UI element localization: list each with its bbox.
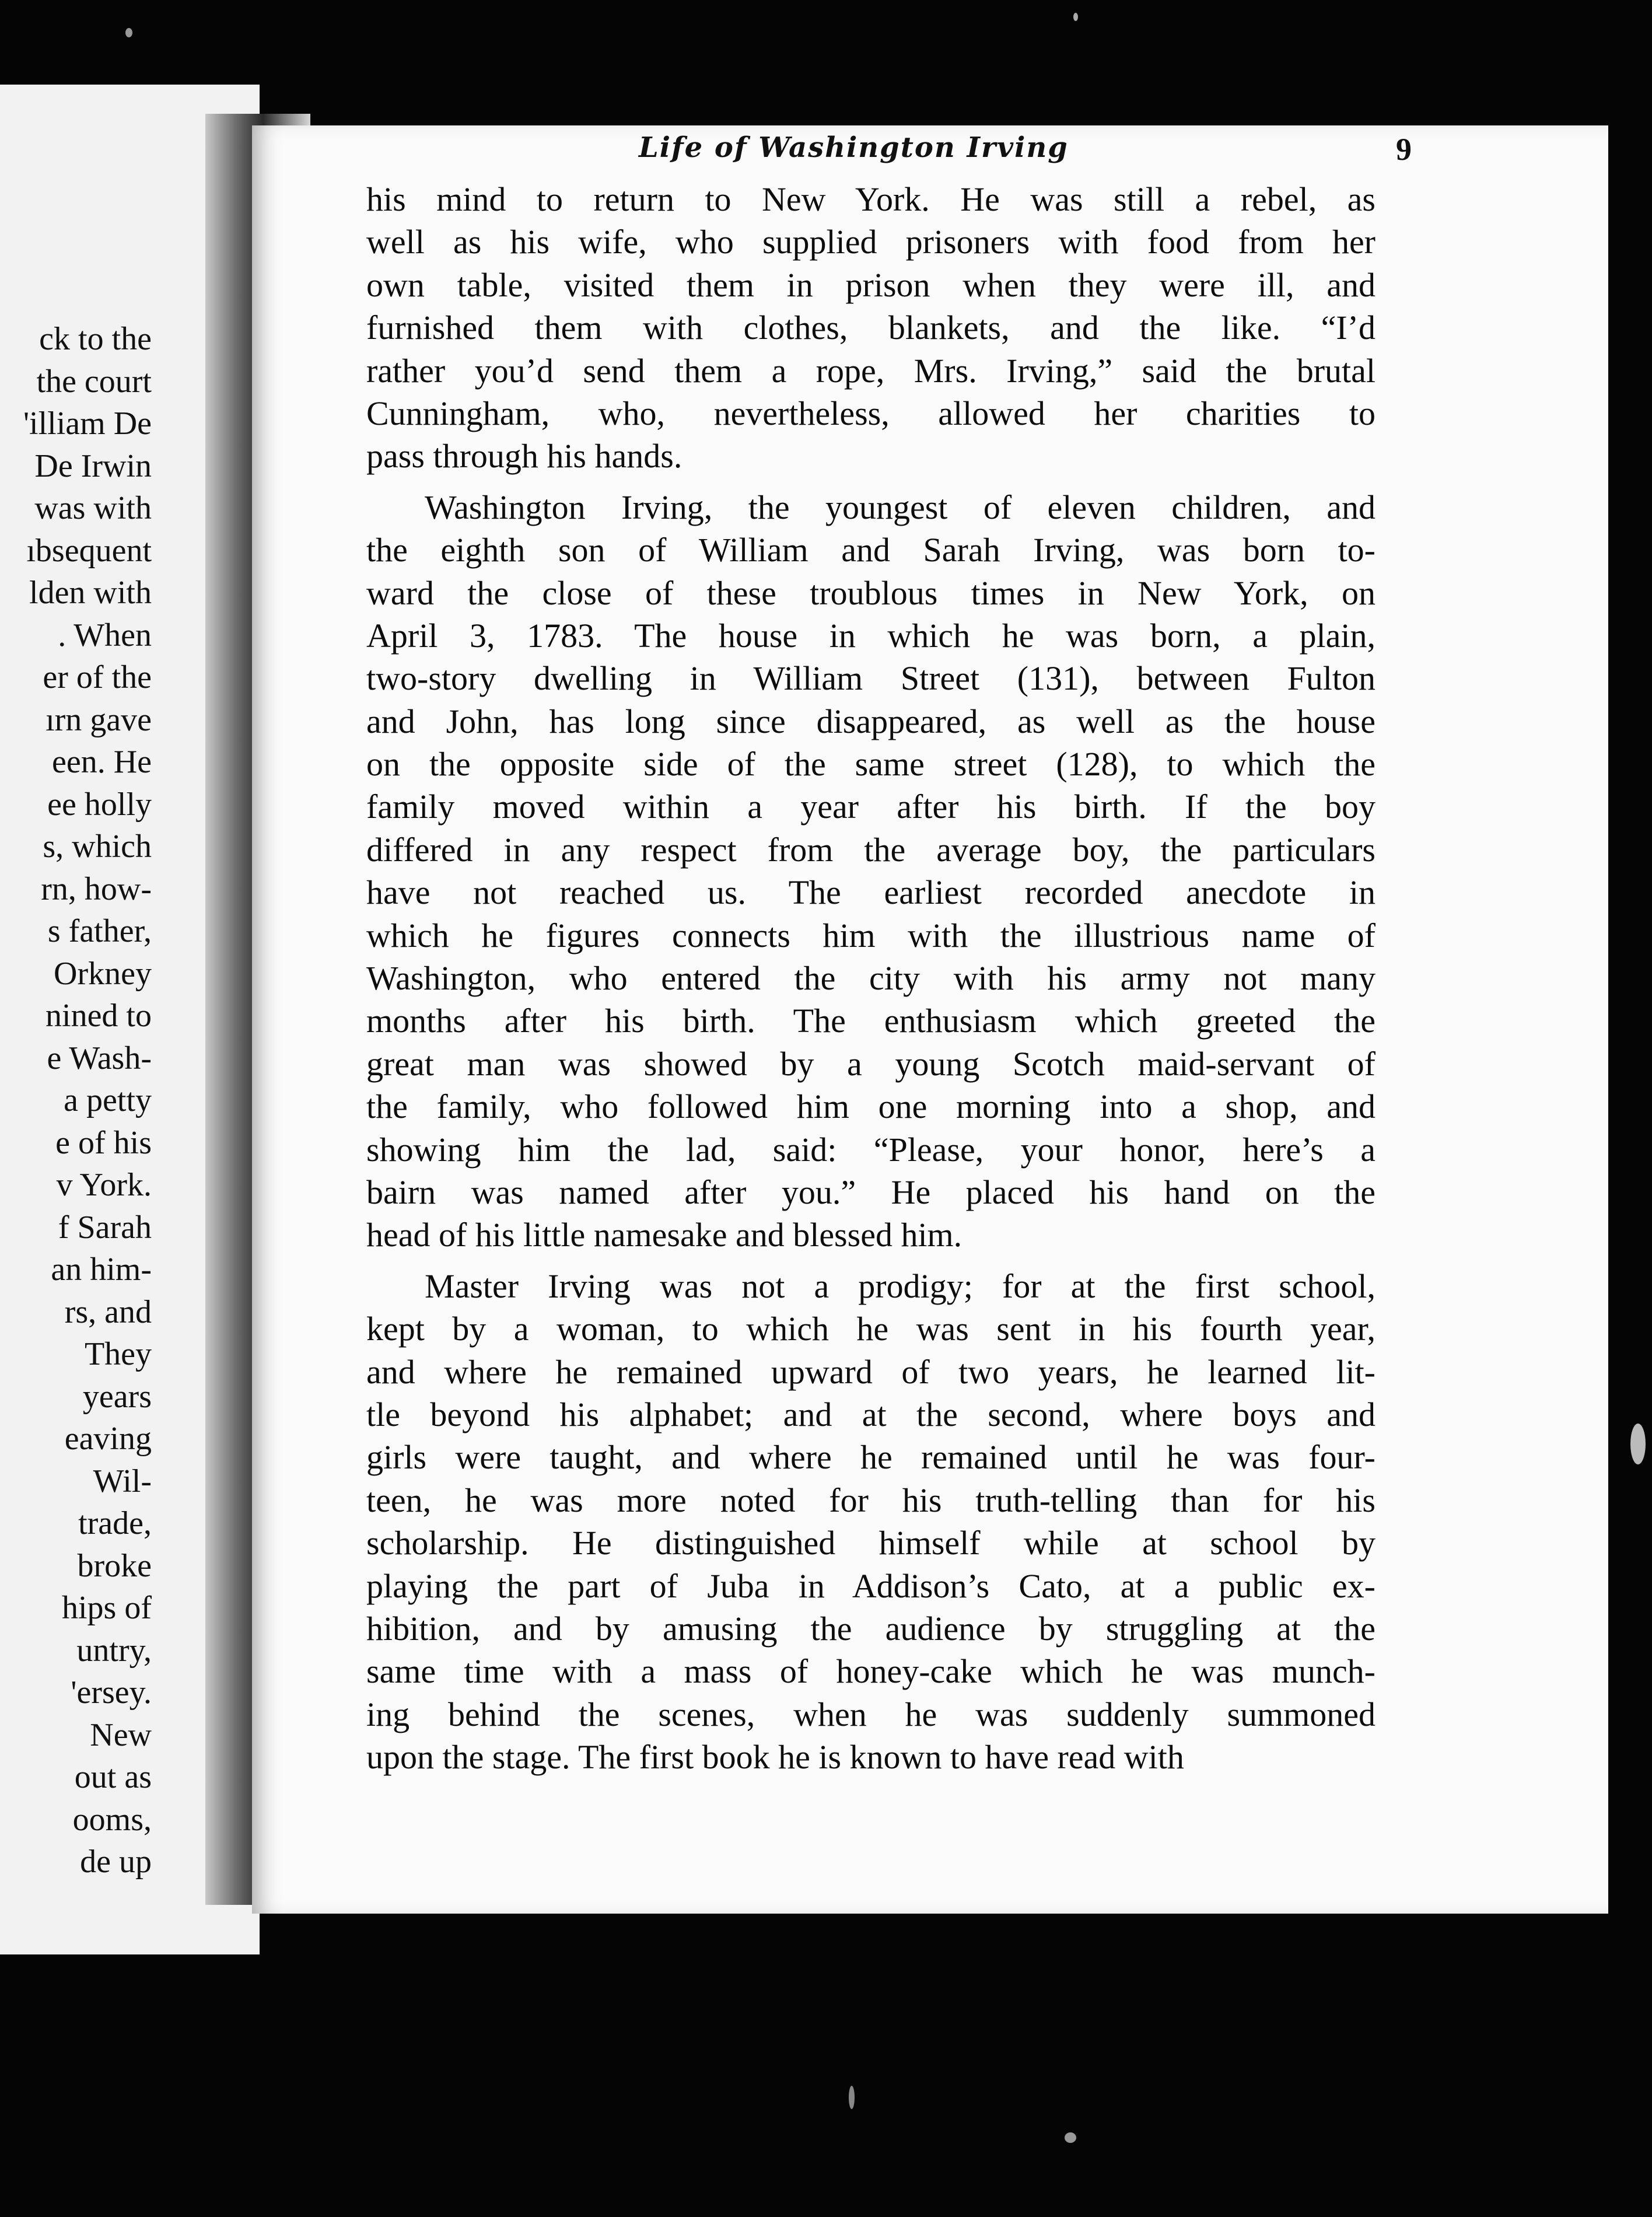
left-page-line-text: nined to bbox=[46, 998, 152, 1034]
left-page-line-text: rn, how- bbox=[41, 870, 152, 907]
text-line: have not reached us. The earliest recorded anecdote in bbox=[366, 873, 1376, 912]
text-line: and John, has long since disappeared, as well as the house bbox=[366, 702, 1376, 740]
left-page-line-text: er of the bbox=[43, 659, 152, 695]
text-line: Master Irving was not a prodigy; for at the first school, bbox=[425, 1267, 1376, 1305]
left-page-line-text: the court bbox=[36, 363, 152, 400]
left-page-line-text: New bbox=[90, 1716, 152, 1753]
text-line: well as his wife, who supplied prisoners with food from her bbox=[366, 223, 1376, 261]
text-line: head of his little namesake and blessed him. bbox=[366, 1216, 963, 1254]
text-line: bairn was named after you.” He placed his hand on the bbox=[366, 1173, 1376, 1211]
left-page-line-text: ee holly bbox=[47, 786, 152, 823]
left-page-line-text: f Sarah bbox=[58, 1209, 152, 1246]
left-page-line-text: . When bbox=[58, 617, 152, 653]
left-page-line-text: een. He bbox=[51, 744, 152, 780]
left-page-line-text: 'illiam De bbox=[23, 405, 152, 442]
left-page-line-text: was with bbox=[34, 490, 152, 526]
running-head bbox=[385, 131, 1412, 178]
left-page-line-text: Wil- bbox=[93, 1463, 152, 1499]
text-line: teen, he was more noted for his truth-telling than for his bbox=[366, 1481, 1376, 1519]
text-line: Cunningham, who, nevertheless, allowed her charities to bbox=[366, 394, 1376, 432]
text-line: girls were taught, and where he remained until he was four- bbox=[366, 1438, 1376, 1477]
text-line: April 3, 1783. The house in which he was born, a plain, bbox=[366, 616, 1376, 655]
text-line: differed in any respect from the average boy, the particulars bbox=[366, 830, 1376, 869]
left-page-line-text: ırn gave bbox=[46, 701, 152, 738]
left-page-line-text: e of his bbox=[55, 1124, 152, 1161]
left-page-line-text: They bbox=[84, 1336, 152, 1372]
left-page-line-text: trade, bbox=[78, 1505, 152, 1541]
text-line: which he figures connects him with the illustrious name of bbox=[366, 916, 1376, 954]
text-line: own table, visited them in prison when they were ill, and bbox=[366, 265, 1376, 304]
left-page-line-text: 'ersey. bbox=[71, 1674, 152, 1711]
paragraph bbox=[366, 1265, 1376, 1779]
left-page-line-text: rs, and bbox=[64, 1293, 152, 1330]
text-line: upon the stage. The first book he is known to have read with bbox=[366, 1738, 1184, 1777]
left-page-line-text: e Wash- bbox=[47, 1040, 152, 1076]
dust-speck bbox=[849, 2086, 855, 2109]
paragraph-gap bbox=[366, 478, 1376, 486]
text-line: the eighth son of William and Sarah Irving, was born to- bbox=[366, 531, 1376, 569]
text-line: Washington Irving, the youngest of eleven children, and bbox=[425, 488, 1376, 526]
left-page-line-text: De Irwin bbox=[34, 447, 152, 484]
text-line: scholarship. He distinguished himself while at school by bbox=[366, 1524, 1376, 1562]
left-page-line-text: v York. bbox=[56, 1167, 152, 1203]
paragraph bbox=[366, 486, 1376, 1257]
text-line: the family, who followed him one morning into a shop, and bbox=[366, 1087, 1376, 1126]
text-line: playing the part of Juba in Addison’s Cato, at a public ex- bbox=[366, 1566, 1376, 1605]
text-line: Washington, who entered the city with his army not many bbox=[366, 959, 1376, 998]
text-line: ing behind the scenes, when he was suddenly summoned bbox=[366, 1695, 1376, 1733]
text-line: family moved within a year after his birth. If the boy bbox=[366, 788, 1376, 826]
dust-speck bbox=[1630, 1424, 1646, 1464]
text-line: pass through his hands. bbox=[366, 437, 682, 475]
text-line: months after his birth. The enthusiasm which greeted the bbox=[366, 1002, 1376, 1040]
text-line: furnished them with clothes, blankets, and the like. “I’d bbox=[366, 309, 1376, 347]
text-line: ward the close of these troublous times in New York, on bbox=[366, 574, 1376, 612]
text-line: showing him the lad, said: “Please, your honor, here’s a bbox=[366, 1130, 1376, 1169]
left-page-line-text: ck to the bbox=[39, 321, 152, 357]
left-page-line-text: s father, bbox=[47, 913, 152, 949]
left-page-line-text: s, which bbox=[43, 828, 152, 865]
left-page-line-text: eaving bbox=[64, 1421, 152, 1457]
left-page-line-text: untry, bbox=[76, 1632, 152, 1669]
dust-speck bbox=[1073, 13, 1078, 21]
left-page-line-text: a petty bbox=[64, 1082, 152, 1118]
left-page-line-text: an him- bbox=[51, 1251, 152, 1288]
text-line: tle beyond his alphabet; and at the second, where boys and bbox=[366, 1395, 1376, 1433]
text-line: great man was showed by a young Scotch maid-servant of bbox=[366, 1044, 1376, 1083]
dust-speck bbox=[1065, 2132, 1076, 2143]
text-line: on the opposite side of the same street (128), to which the bbox=[366, 745, 1376, 784]
body-text bbox=[366, 178, 1376, 1778]
left-page-line-text: out as bbox=[74, 1759, 152, 1795]
text-line: rather you’d send them a rope, Mrs. Irving,” said the brutal bbox=[366, 351, 1376, 390]
text-line: hibition, and by amusing the audience by struggling at the bbox=[366, 1609, 1376, 1648]
text-line: two-story dwelling in William Street (131), between Fulton bbox=[366, 659, 1376, 698]
left-page-line-text: ıbsequent bbox=[26, 532, 152, 569]
text-line: and where he remained upward of two years, he learned lit- bbox=[366, 1352, 1376, 1391]
running-title: Life of Washington Irving bbox=[639, 131, 1069, 164]
left-page-line-text: hips of bbox=[62, 1590, 152, 1626]
text-line: same time with a mass of honey-cake which he was munch- bbox=[366, 1652, 1376, 1691]
left-page-line-text: de up bbox=[80, 1844, 152, 1880]
left-page-line-text: broke bbox=[77, 1547, 152, 1584]
dust-speck bbox=[125, 28, 132, 37]
left-page-line-text: ooms, bbox=[72, 1801, 152, 1838]
left-page-line-text: lden with bbox=[29, 575, 152, 611]
text-line: his mind to return to New York. He was still a rebel, as bbox=[366, 180, 1376, 218]
paragraph bbox=[366, 178, 1376, 478]
left-page-line-text: years bbox=[82, 1378, 152, 1415]
text-line: kept by a woman, to which he was sent in his fourth year, bbox=[366, 1310, 1376, 1348]
page-number: 9 bbox=[1396, 132, 1412, 167]
left-page-line-text: Orkney bbox=[54, 955, 152, 992]
paragraph-gap bbox=[366, 1257, 1376, 1265]
